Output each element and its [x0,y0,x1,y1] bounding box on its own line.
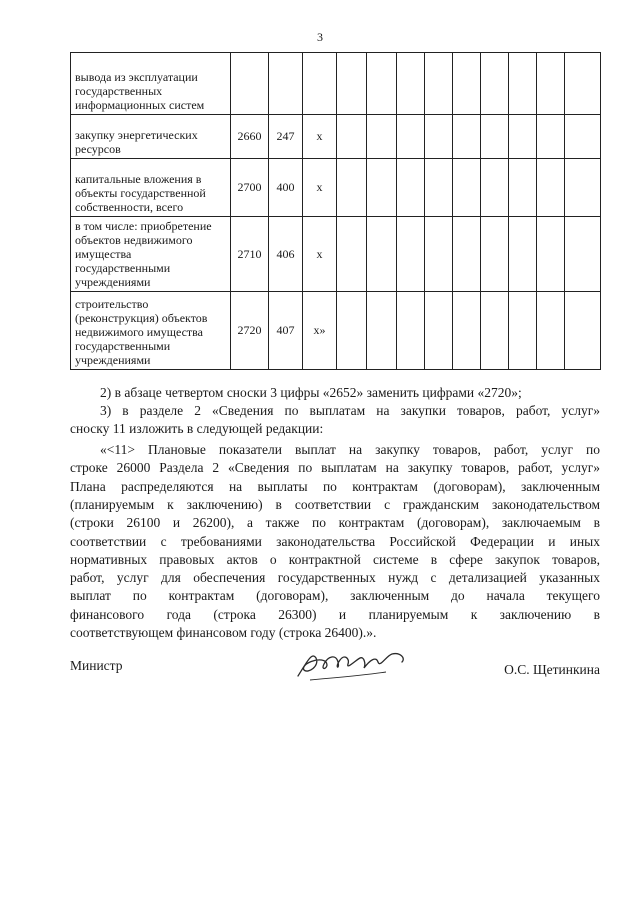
empty-cell [453,53,481,115]
row-kbk-cell [269,53,303,115]
empty-cell [565,115,601,159]
empty-cell [509,53,537,115]
empty-cell [397,292,425,370]
footnote-line: нормативных правовых актов о контрактной системе в сфере закупок товаров, [70,551,600,567]
row-name-cell: строительство (реконструкция) объектов недвижимого имущества государственными учреждениями [71,292,231,370]
empty-cell [425,53,453,115]
paragraph-3-line-1: 3) в разделе 2 «Сведения по выплатам на закупки товаров, работ, услуг» [100,403,600,418]
footnote-line: (строки 26100 и 26200), а также по контрактам (договорам), заключаемым в [70,515,600,531]
empty-cell [453,159,481,217]
footnote-line: (планируемым к заключению) в соответствии с гражданским законодательством [70,496,600,512]
row-name-cell: в том числе: приобретение объектов недвижимого имущества государственными учреждениями [71,217,231,292]
row-name-cell: вывода из эксплуатации государственных информационных систем [71,53,231,115]
table-row [71,53,601,115]
row-kbk-cell: 406 [269,217,303,292]
empty-cell [509,115,537,159]
empty-cell [397,159,425,217]
row-name-cell: закупку энергетических ресурсов [71,115,231,159]
table-row [71,217,601,292]
footnote-line: выплат по контрактам (договорам), заключенным до начала текущего [70,588,600,604]
row-mark-cell: х [303,217,337,292]
empty-cell [537,159,565,217]
footnote-line: «<11> Плановые показатели выплат на закупку товаров, работ, услуг по [100,442,600,457]
footnote-line: финансового года (строка 26300) и планируемым к заключению в [70,606,600,622]
footnote-line: соответствии с требованиями законодательства Российской Федерации и иных [70,533,600,549]
budget-table [70,52,601,370]
empty-cell [509,292,537,370]
empty-cell [425,292,453,370]
empty-cell [425,159,453,217]
row-mark-cell [303,53,337,115]
row-code-cell: 2720 [231,292,269,370]
row-mark-cell: х [303,115,337,159]
empty-cell [397,217,425,292]
footnote-line: соответствующем финансовом году (строка 26400).». [70,625,377,640]
row-name-cell: капитальные вложения в объекты государственной собственности, всего [71,159,231,217]
empty-cell [565,53,601,115]
empty-cell [337,53,367,115]
empty-cell [425,115,453,159]
footnote-line: строке 26000 Раздела 2 «Сведения по выплатам на закупку товаров, работ, услуг» [70,460,600,476]
empty-cell [337,159,367,217]
empty-cell [509,159,537,217]
empty-cell [425,217,453,292]
empty-cell [565,159,601,217]
signer-name: О.С. Щетинкина [504,662,600,677]
empty-cell [537,115,565,159]
row-code-cell: 2700 [231,159,269,217]
minister-title: Министр [70,658,123,673]
empty-cell [481,292,509,370]
empty-cell [397,53,425,115]
table-row [71,292,601,370]
row-kbk-cell: 247 [269,115,303,159]
row-mark-cell: х» [303,292,337,370]
empty-cell [367,159,397,217]
empty-cell [537,292,565,370]
empty-cell [367,292,397,370]
signature-image [290,640,420,684]
empty-cell [565,292,601,370]
empty-cell [367,217,397,292]
row-code-cell: 2710 [231,217,269,292]
empty-cell [481,115,509,159]
empty-cell [453,292,481,370]
empty-cell [337,217,367,292]
paragraph-2: 2) в абзаце четвертом сноски 3 цифры «2652» заменить цифрами «2720»; [100,385,522,400]
footnote-line: работ, услуг для обеспечения государственных нужд с детализацией указанных [70,570,600,586]
row-mark-cell: х [303,159,337,217]
row-kbk-cell: 407 [269,292,303,370]
empty-cell [397,115,425,159]
empty-cell [537,53,565,115]
empty-cell [367,53,397,115]
empty-cell [481,53,509,115]
empty-cell [481,217,509,292]
row-kbk-cell: 400 [269,159,303,217]
paragraph-3-line-2: сноску 11 изложить в следующей редакции: [70,421,324,436]
page-number: 3 [317,30,323,44]
empty-cell [565,217,601,292]
table-row [71,159,601,217]
empty-cell [337,115,367,159]
empty-cell [453,217,481,292]
empty-cell [509,217,537,292]
table-row [71,115,601,159]
footnote-line: Плана распределяются на выплаты по контрактам (договорам), заключенным [70,478,600,494]
empty-cell [537,217,565,292]
empty-cell [337,292,367,370]
empty-cell [367,115,397,159]
row-code-cell: 2660 [231,115,269,159]
empty-cell [453,115,481,159]
empty-cell [481,159,509,217]
row-code-cell [231,53,269,115]
